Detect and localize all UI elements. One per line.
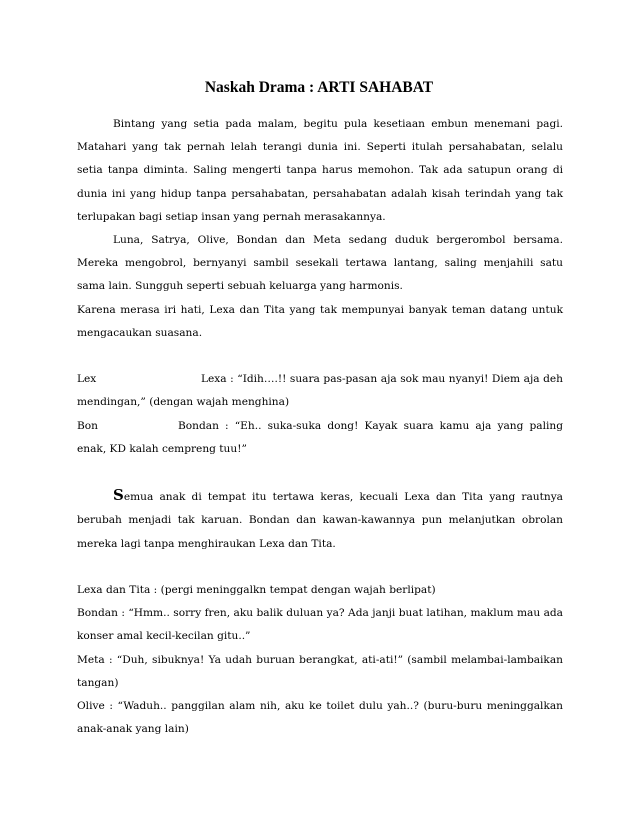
narration-text: emua anak di tempat itu tertawa keras, kecuali Lexa dan Tita yang rautnya berubah menjadi tak karuan. Bondan dan kawan-kawannya pun melanjutkan obrolan mereka lagi tanpa menghiraukan Lexa dan Tita. [77,491,563,550]
scene-paragraph: Luna, Satrya, Olive, Bondan dan Meta sedang duduk bergerombol bersama. Mereka mengobrol, bernyanyi sambil sesekali tertawa lantang, saling menjahili satu sama lain. Sungguh seperti sebuah keluarga yang harmonis. [77,234,563,293]
dialog-line-meta: Meta : “Duh, sibuknya! Ya udah buruan berangkat, ati-ati!” (sambil melambai-lambaikan tangan) [77,653,563,689]
blank-line [77,345,563,368]
dialog-text-lexa: Lexa : “Idih….!! suara pas-pasan aja sok mau nyanyi! Diem aja deh mendingan,” (dengan wajah menghina) [77,373,563,409]
page-title: Naskah Drama : ARTI SAHABAT [204,79,434,96]
speaker-tag-bon: Bon [77,419,98,432]
intro-paragraph: Bintang yang setia pada malam, begitu pula kesetiaan embun menemani pagi. Matahari yang tak pernah lelah terangi dunia ini. Seperti itulah persahabatan, selalu setia tanpa diminta. Saling mengerti tanpa harus memohon. Tak ada satupun orang di dunia ini yang hidup tanpa persahabatan, persahabatan adalah kisah terindah yang tak terlupakan bagi setiap insan yang pernah merasakannya. [77,118,563,223]
dialog-line-bondan [77,415,563,461]
speaker-tag-lex: Lex [77,373,97,386]
initial-letter: S [113,486,124,505]
script-body [77,113,563,741]
dialog-line-bondan-2: Bondan : “Hmm.. sorry fren, aku balik duluan ya? Ada janji buat latihan, maklum mau ada konser amal kecil-kecilan gitu..” [77,607,563,643]
dialog-line-lexa [77,368,563,414]
blank-line [77,461,563,484]
conflict-paragraph: Karena merasa iri hati, Lexa dan Tita yang tak mempunyai banyak teman datang untuk mengacaukan suasana. [77,303,563,339]
dialog-text-bondan: Bondan : “Eh.. suka-suka dong! Kayak suara kamu aja yang paling enak, KD kalah cempreng tuu!” [77,419,563,455]
blank-line [77,556,563,579]
dialog-line-olive: Olive : “Waduh.. panggilan alam nih, aku ke toilet dulu yah..? (buru-buru meninggalkan anak-anak yang lain) [77,700,563,736]
narration-paragraph [77,484,563,556]
dialog-line-lexa-tita: Lexa dan Tita : (pergi meninggalkn tempat dengan wajah berlipat) [77,584,436,597]
